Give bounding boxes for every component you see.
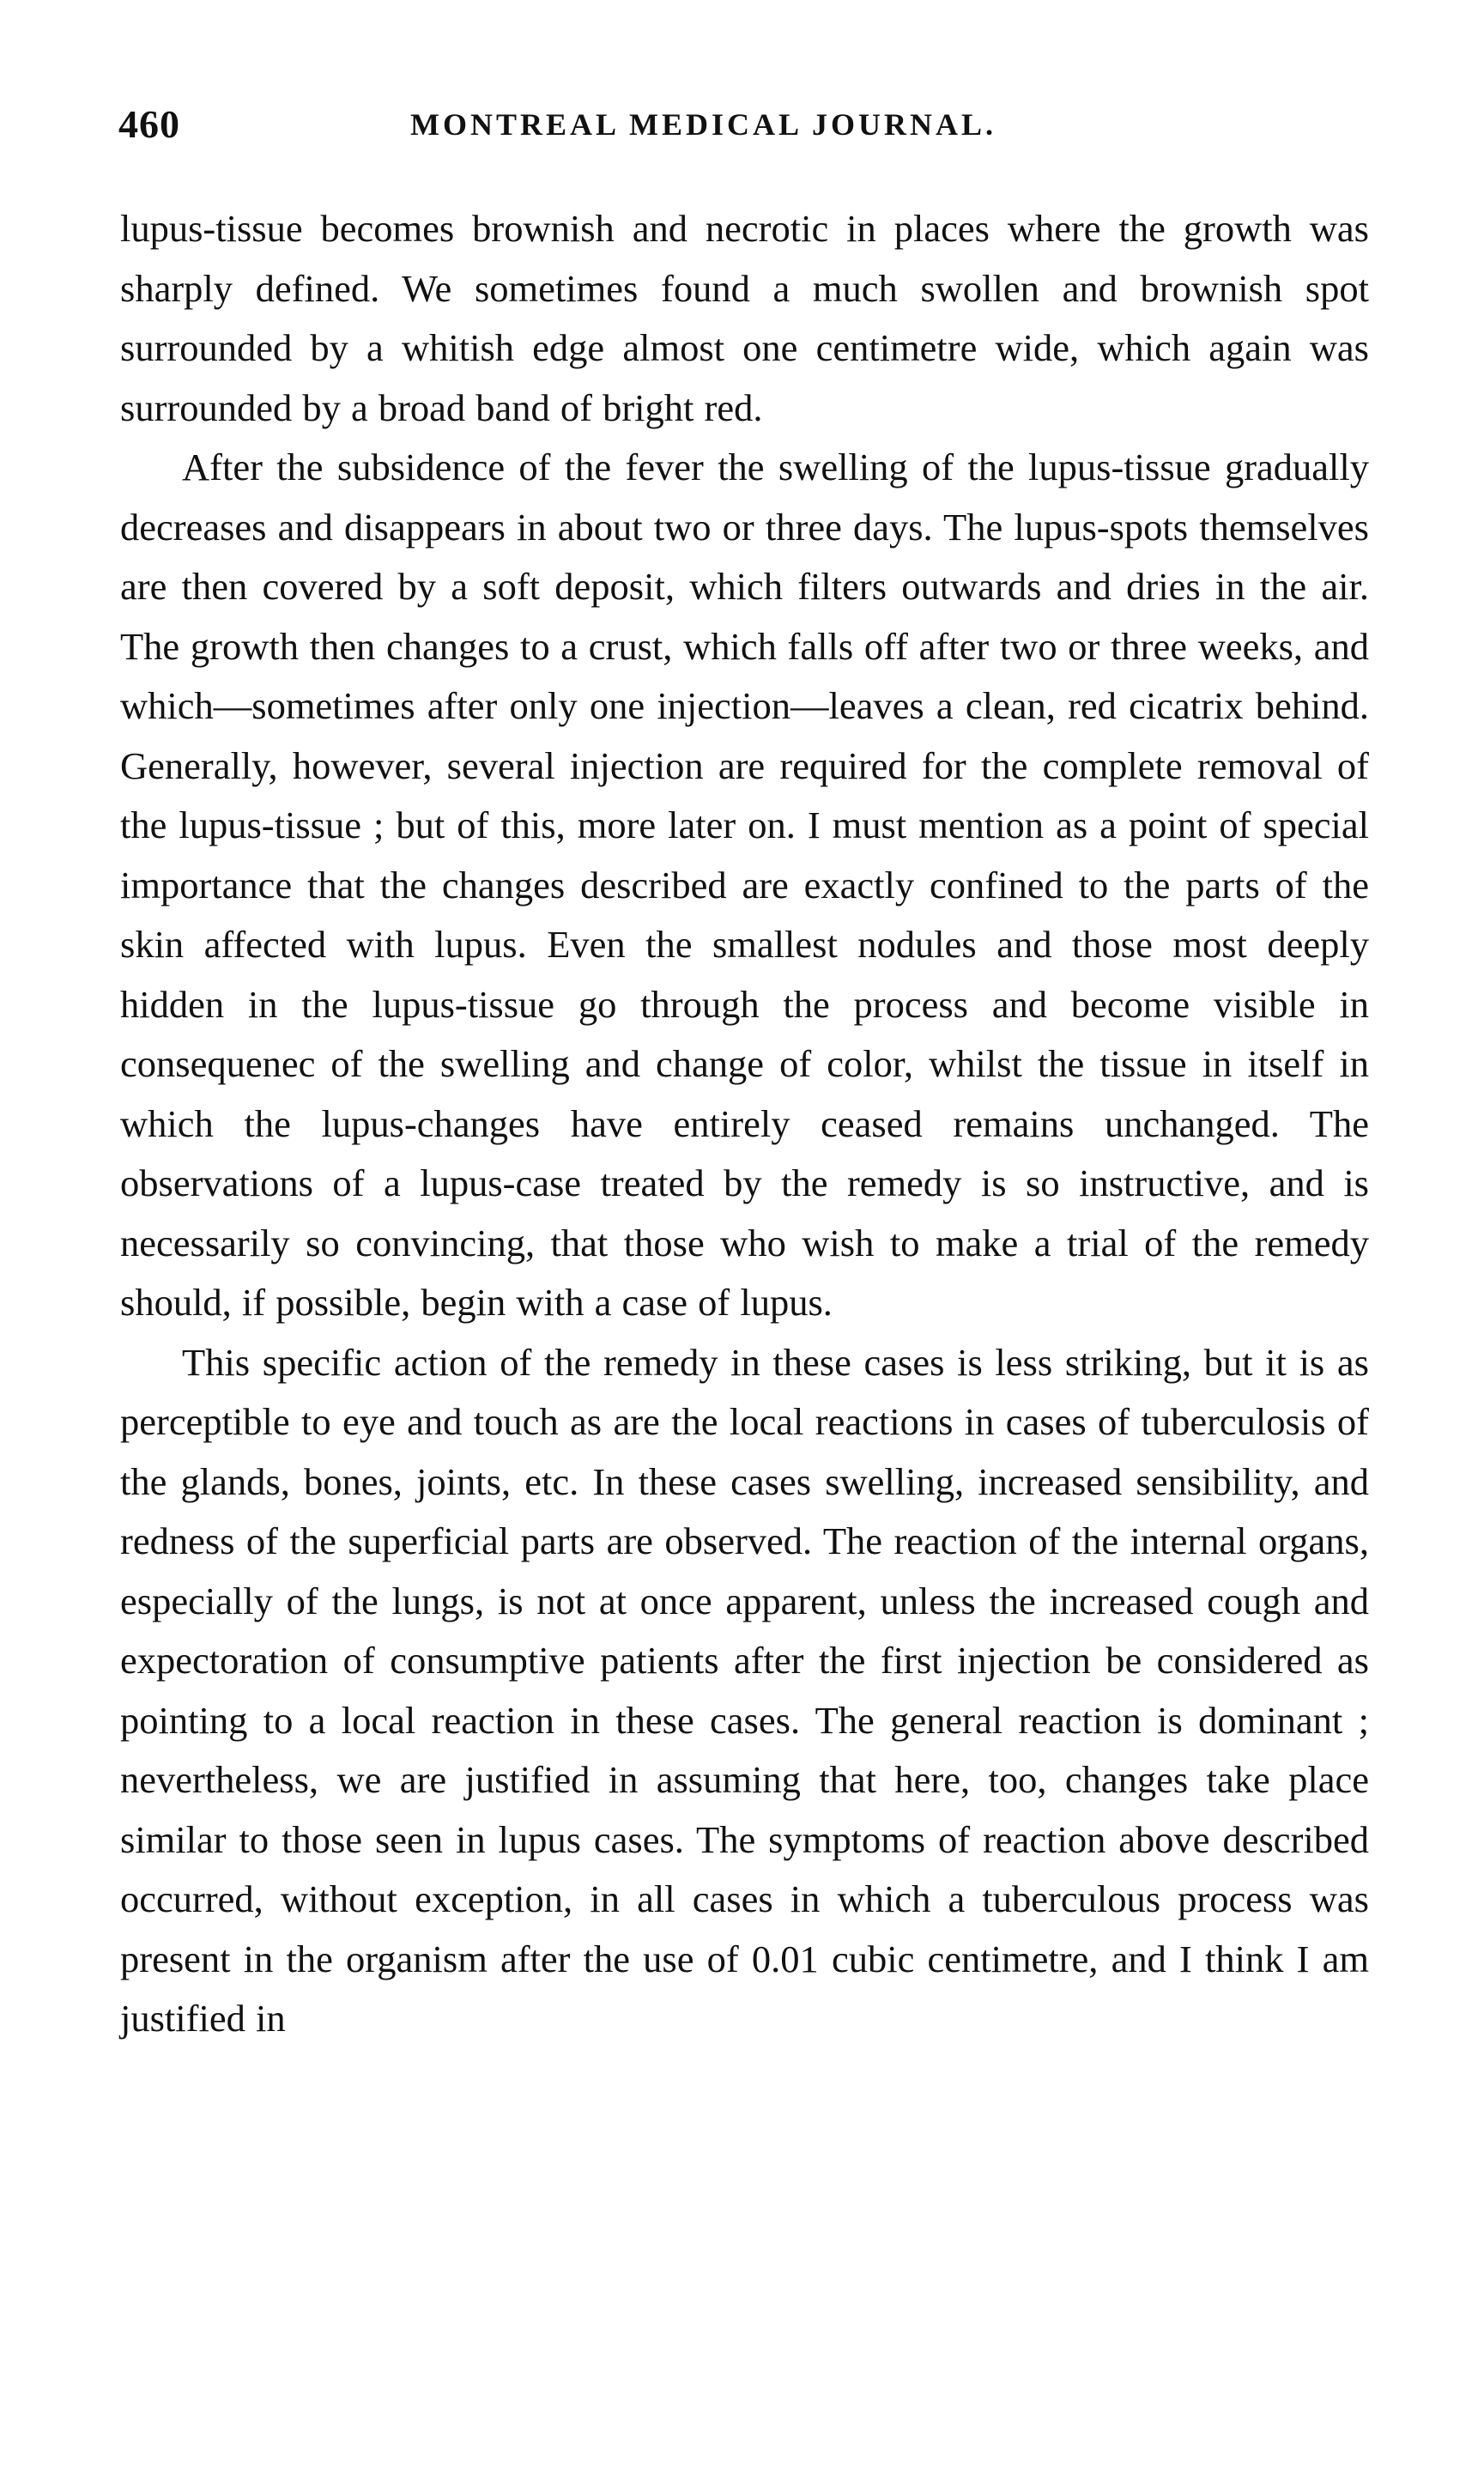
- body-text: [120, 199, 1369, 2049]
- paragraph-specific-action: This specific action of the remedy in these cases is less striking, but it is as perceptible to eye and touch as are the local reactions in cases of tuberculosis of the glands, bones, joints, etc. In these cases swelling, increased sensibility, and redness of the superficial parts are observed. The reaction of the internal organs, especially of the lungs, is not at once apparent, unless the increased cough and expectoration of consumptive patients after the first injection be considered as pointing to a local reaction in these cases. The general reaction is dominant ; nevertheless, we are justified in assuming that here, too, changes take place similar to those seen in lupus cases. The symptoms of reaction above described occurred, without exception, in all cases in which a tuberculous process was present in the organism after the use of 0.01 cubic centimetre, and I think I am justified in: [120, 1340, 1369, 2040]
- journal-title: MONTREAL MEDICAL JOURNAL.: [410, 107, 997, 142]
- paragraph-fever-subsidence: After the subsidence of the fever the swelling of the lupus-tissue gradually decreases and disappears in about two or three days. The lupus-spots themselves are then covered by a soft deposit, which filters outwards and dries in the air. The growth then changes to a crust, which falls off after two or three weeks, and which—sometimes after only one injection—leaves a clean, red cicatrix behind. Generally, however, several injection are required for the complete removal of the lupus-tissue ; but of this, more later on. I must mention as a point of special importance that the changes described are exactly confined to the parts of the skin affected with lupus. Even the smallest nodules and those most deeply hidden in the lupus-tissue go through the process and become visible in consequenec of the swelling and change of color, whilst the tissue in itself in which the lupus-changes have entirely ceased remains unchanged. The observations of a lupus-case treated by the remedy is so instructive, and is necessarily so convincing, that those who wish to make a trial of the remedy should, if possible, begin with a case of lupus.: [120, 446, 1369, 1324]
- paragraph-continuation: lupus-tissue becomes brownish and necrotic in places where the growth was sharply defined. We sometimes found a much swollen and brownish spot surrounded by a whitish edge almost one centimetre wide, which again was surrounded by a broad band of bright red.: [120, 207, 1369, 429]
- page-number: 460: [118, 102, 180, 146]
- running-head: [118, 101, 1372, 161]
